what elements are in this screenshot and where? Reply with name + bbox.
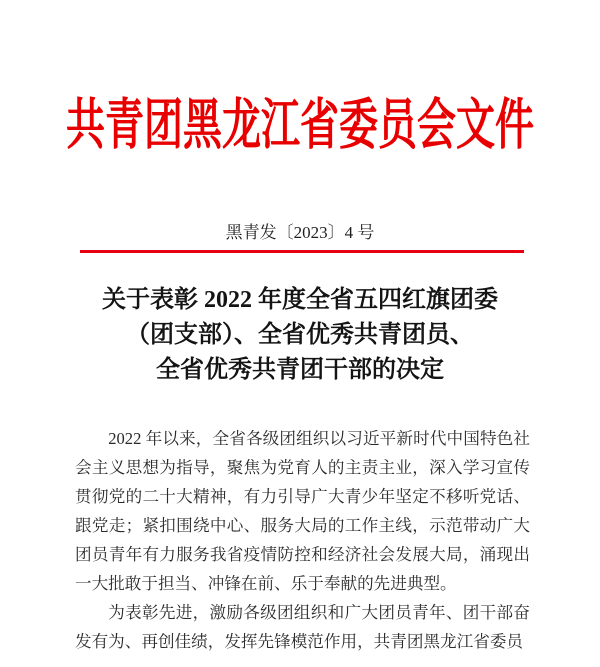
document-title bbox=[0, 283, 600, 388]
doc-number: 黑青发〔2023〕4 号 bbox=[225, 223, 375, 242]
document-title-line-3: 全省优秀共青团干部的决定 bbox=[156, 357, 444, 383]
document-title-line-1: 关于表彰 2022 年度全省五四红旗团委 bbox=[102, 287, 498, 313]
body-paragraph-2: 为表彰先进，激励各级团组织和广大团员青年、团干部奋发有为、再创佳绩，发挥先锋模范作用，共青团黑龙江省委员 bbox=[75, 603, 530, 651]
red-header-org-title: 共青团黑龙江省委员会文件 bbox=[66, 94, 535, 156]
document-body bbox=[75, 424, 530, 656]
red-separator-line bbox=[80, 250, 524, 253]
document-title-line-2: （团支部）、全省优秀共青团员、 bbox=[126, 322, 474, 348]
body-paragraph-1: 2022 年以来，全省各级团组织以习近平新时代中国特色社会主义思想为指导，聚焦为党育人的主责主业，深入学习宣传贯彻党的二十大精神，有力引导广大青少年坚定不移听党话、跟党走；紧扣围绕中心、服务大局的工作主线，示范带动广大团员青年有力服务我省疫情防控和经济社会发展大局，涌现出一大批敢于担当、冲锋在前、乐于奉献的先进典型。 bbox=[75, 429, 530, 593]
